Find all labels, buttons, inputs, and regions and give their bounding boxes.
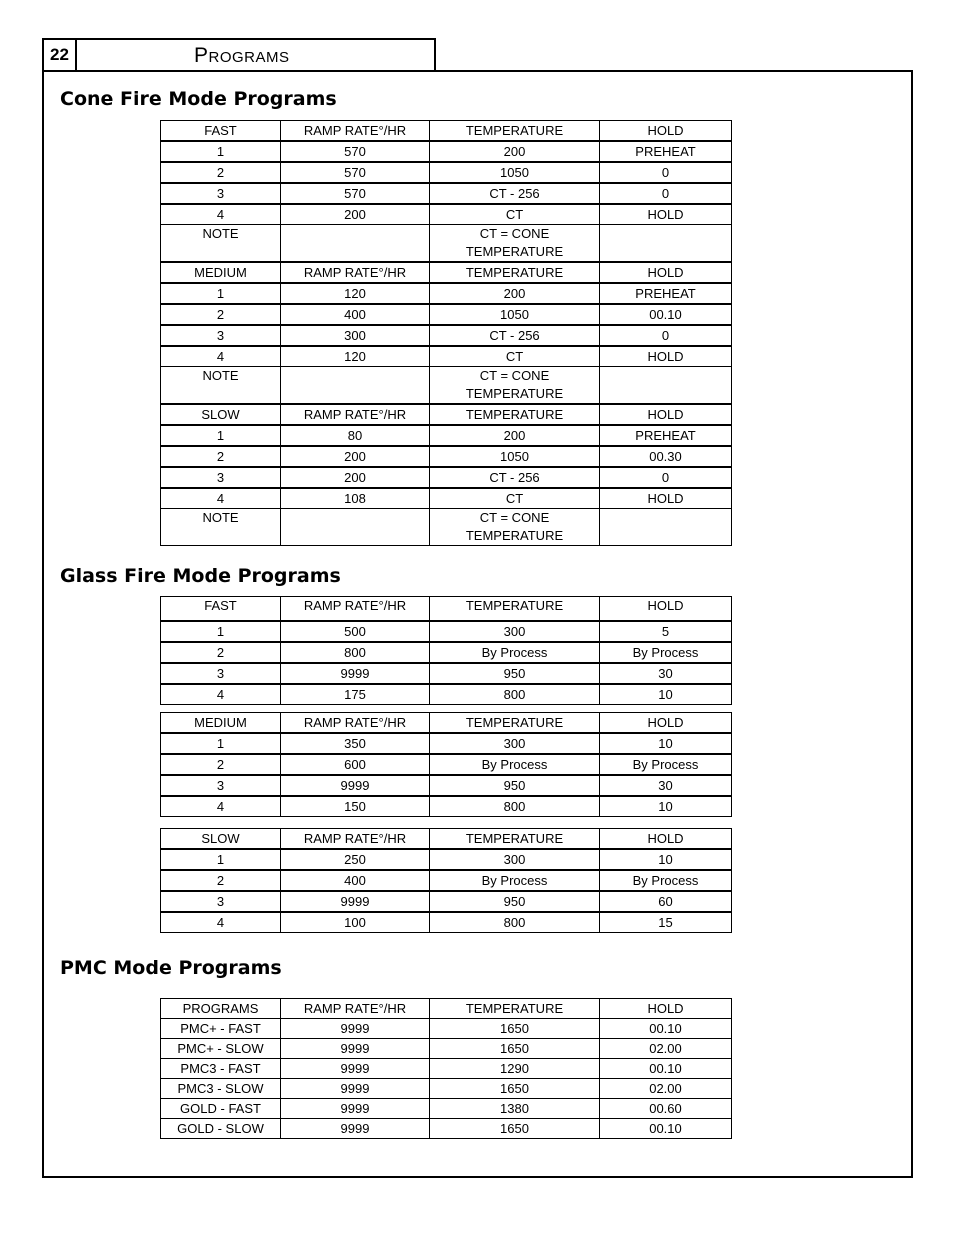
table-cell: 9999 (281, 1079, 430, 1099)
table-cell: RAMP RATE°/HR (281, 999, 430, 1019)
cone-slow-table (160, 404, 732, 546)
table-row (161, 1039, 732, 1059)
table-cell: 30 (600, 663, 732, 684)
cone-fast-table (160, 120, 732, 262)
table-cell: 3 (161, 891, 281, 912)
table-cell: 200 (430, 425, 600, 446)
section-title-pmc: PMC Mode Programs (60, 957, 282, 979)
table-cell: PREHEAT (600, 425, 732, 446)
table-row (161, 467, 732, 488)
table-cell: 1 (161, 849, 281, 870)
table-cell: 3 (161, 183, 281, 204)
table-cell: 400 (281, 870, 430, 891)
table-cell: 300 (430, 621, 600, 642)
table-row (161, 621, 732, 642)
table-cell: 9999 (281, 1119, 430, 1139)
table-cell: 3 (161, 663, 281, 684)
table-cell: 00.10 (600, 1019, 732, 1039)
table-row (161, 642, 732, 663)
table-cell: 0 (600, 325, 732, 346)
table-row (161, 446, 732, 467)
table-cell: 600 (281, 754, 430, 775)
table-cell: PROGRAMS (161, 999, 281, 1019)
table-cell: 950 (430, 891, 600, 912)
table-cell: 9999 (281, 1019, 430, 1039)
table-cell: 5 (600, 621, 732, 642)
table-cell: 1050 (430, 446, 600, 467)
section-title-cone: Cone Fire Mode Programs (60, 88, 337, 110)
table-cell: HOLD (600, 121, 732, 142)
table-cell: SLOW (161, 829, 281, 850)
table-row (161, 1099, 732, 1119)
table-cell: 1650 (430, 1019, 600, 1039)
table-header-row (161, 999, 732, 1019)
table-cell: 570 (281, 141, 430, 162)
table-cell: 570 (281, 183, 430, 204)
table-cell: 3 (161, 467, 281, 488)
table-cell: RAMP RATE°/HR (281, 121, 430, 142)
table-cell: HOLD (600, 204, 732, 225)
table-row (161, 141, 732, 162)
table-cell: 1050 (430, 304, 600, 325)
table-row (161, 488, 732, 509)
table-cell: 02.00 (600, 1039, 732, 1059)
table-row (161, 1119, 732, 1139)
table-cell: SLOW (161, 405, 281, 426)
table-cell: HOLD (600, 346, 732, 367)
table-cell: MEDIUM (161, 263, 281, 284)
table-cell: 950 (430, 775, 600, 796)
table-cell: NOTE (161, 509, 281, 546)
table-row (161, 204, 732, 225)
table-row (161, 367, 732, 404)
table-cell: CT - 256 (430, 325, 600, 346)
table-cell: 02.00 (600, 1079, 732, 1099)
table-cell: 00.10 (600, 1059, 732, 1079)
table-cell (600, 367, 732, 404)
table-cell: PREHEAT (600, 283, 732, 304)
table-cell (281, 509, 430, 546)
table-cell: TEMPERATURE (430, 121, 600, 142)
table-row (161, 733, 732, 754)
table-cell: CT = CONE TEMPERATURE (430, 509, 600, 546)
table-row (161, 775, 732, 796)
table-cell (281, 367, 430, 404)
table-row (161, 162, 732, 183)
table-cell: CT - 256 (430, 183, 600, 204)
table-cell: GOLD - FAST (161, 1099, 281, 1119)
table-cell: 2 (161, 870, 281, 891)
table-cell: 00.10 (600, 304, 732, 325)
table-cell: FAST (161, 121, 281, 142)
table-cell: 10 (600, 684, 732, 705)
table-cell: HOLD (600, 597, 732, 622)
table-cell: CT (430, 488, 600, 509)
table-cell: 800 (281, 642, 430, 663)
table-cell: TEMPERATURE (430, 263, 600, 284)
table-cell: RAMP RATE°/HR (281, 597, 430, 622)
table-row (161, 849, 732, 870)
table-cell: 200 (281, 446, 430, 467)
table-cell: NOTE (161, 225, 281, 262)
table-cell: NOTE (161, 367, 281, 404)
table-cell: PMC3 - SLOW (161, 1079, 281, 1099)
table-cell: By Process (600, 754, 732, 775)
table-row (161, 870, 732, 891)
table-cell: 1 (161, 141, 281, 162)
table-cell: RAMP RATE°/HR (281, 829, 430, 850)
table-cell: 00.30 (600, 446, 732, 467)
table-cell: 0 (600, 162, 732, 183)
table-cell: 3 (161, 775, 281, 796)
table-cell (600, 509, 732, 546)
table-cell: 2 (161, 642, 281, 663)
table-cell: By Process (600, 642, 732, 663)
table-cell: By Process (600, 870, 732, 891)
table-cell: 15 (600, 912, 732, 933)
table-cell: 4 (161, 912, 281, 933)
table-row (161, 684, 732, 705)
table-cell: 200 (281, 467, 430, 488)
table-cell: 2 (161, 304, 281, 325)
table-cell: TEMPERATURE (430, 597, 600, 622)
table-header-row (161, 121, 732, 142)
table-cell: TEMPERATURE (430, 829, 600, 850)
table-cell: 4 (161, 684, 281, 705)
table-cell: 2 (161, 162, 281, 183)
table-row (161, 1019, 732, 1039)
page-title: Programs (194, 44, 290, 67)
glass-slow-table (160, 828, 732, 933)
table-cell: 100 (281, 912, 430, 933)
table-cell: PMC+ - FAST (161, 1019, 281, 1039)
table-header-row (161, 405, 732, 426)
table-row (161, 225, 732, 262)
table-cell: RAMP RATE°/HR (281, 405, 430, 426)
table-row (161, 425, 732, 446)
table-row (161, 912, 732, 933)
table-cell: By Process (430, 642, 600, 663)
table-cell: HOLD (600, 263, 732, 284)
table-cell: By Process (430, 870, 600, 891)
table-cell: CT (430, 204, 600, 225)
table-cell: 250 (281, 849, 430, 870)
table-cell: 1380 (430, 1099, 600, 1119)
table-row (161, 346, 732, 367)
table-cell: TEMPERATURE (430, 405, 600, 426)
table-cell: 400 (281, 304, 430, 325)
table-cell: 9999 (281, 663, 430, 684)
table-cell: 10 (600, 733, 732, 754)
table-cell: GOLD - SLOW (161, 1119, 281, 1139)
table-row (161, 754, 732, 775)
table-cell: 00.60 (600, 1099, 732, 1119)
table-cell: 30 (600, 775, 732, 796)
table-row (161, 891, 732, 912)
table-cell: 300 (281, 325, 430, 346)
table-cell: 300 (430, 849, 600, 870)
table-cell: 2 (161, 754, 281, 775)
table-cell: 300 (430, 733, 600, 754)
table-cell: TEMPERATURE (430, 713, 600, 734)
pmc-table (160, 998, 732, 1139)
table-cell: 4 (161, 488, 281, 509)
table-cell: 0 (600, 183, 732, 204)
table-cell: 9999 (281, 891, 430, 912)
table-row (161, 304, 732, 325)
table-cell: 1650 (430, 1119, 600, 1139)
table-row (161, 663, 732, 684)
table-cell: 10 (600, 849, 732, 870)
table-cell (281, 225, 430, 262)
table-cell: HOLD (600, 999, 732, 1019)
table-cell: 350 (281, 733, 430, 754)
table-cell: 1290 (430, 1059, 600, 1079)
table-cell (600, 225, 732, 262)
table-cell: 9999 (281, 1039, 430, 1059)
table-row (161, 183, 732, 204)
table-cell: 1 (161, 733, 281, 754)
table-cell: PREHEAT (600, 141, 732, 162)
table-header-row (161, 713, 732, 734)
table-cell: 1650 (430, 1039, 600, 1059)
table-cell: CT - 256 (430, 467, 600, 488)
page-header (42, 38, 436, 72)
table-cell: PMC+ - SLOW (161, 1039, 281, 1059)
glass-medium-table (160, 712, 732, 817)
table-row (161, 283, 732, 304)
table-cell: 4 (161, 796, 281, 817)
table-cell: 2 (161, 446, 281, 467)
table-cell: PMC3 - FAST (161, 1059, 281, 1079)
table-cell: 4 (161, 346, 281, 367)
table-cell: CT = CONE TEMPERATURE (430, 225, 600, 262)
table-cell: 500 (281, 621, 430, 642)
table-header-row (161, 829, 732, 850)
table-cell: RAMP RATE°/HR (281, 263, 430, 284)
table-cell: CT (430, 346, 600, 367)
table-cell: HOLD (600, 405, 732, 426)
table-cell: By Process (430, 754, 600, 775)
table-cell: 120 (281, 346, 430, 367)
table-cell: 10 (600, 796, 732, 817)
table-header-row (161, 263, 732, 284)
table-cell: 60 (600, 891, 732, 912)
table-cell: CT = CONE TEMPERATURE (430, 367, 600, 404)
table-cell: 950 (430, 663, 600, 684)
table-cell: 9999 (281, 1059, 430, 1079)
table-cell: 200 (281, 204, 430, 225)
table-cell: 800 (430, 912, 600, 933)
table-cell: 200 (430, 141, 600, 162)
table-cell: 800 (430, 684, 600, 705)
table-cell: 3 (161, 325, 281, 346)
section-title-glass: Glass Fire Mode Programs (60, 565, 341, 587)
table-cell: HOLD (600, 829, 732, 850)
table-cell: MEDIUM (161, 713, 281, 734)
table-header-row (161, 597, 732, 622)
table-cell: 150 (281, 796, 430, 817)
table-cell: 4 (161, 204, 281, 225)
table-cell: 1650 (430, 1079, 600, 1099)
table-cell: 00.10 (600, 1119, 732, 1139)
glass-fast-table (160, 596, 732, 705)
table-cell: HOLD (600, 713, 732, 734)
table-cell: 80 (281, 425, 430, 446)
cone-medium-table (160, 262, 732, 404)
table-row (161, 1059, 732, 1079)
table-cell: 120 (281, 283, 430, 304)
table-row (161, 796, 732, 817)
table-row (161, 1079, 732, 1099)
table-cell: FAST (161, 597, 281, 622)
table-cell: 9999 (281, 775, 430, 796)
table-cell: 1 (161, 425, 281, 446)
table-row (161, 325, 732, 346)
table-cell: 9999 (281, 1099, 430, 1119)
table-cell: RAMP RATE°/HR (281, 713, 430, 734)
page-number: 22 (44, 40, 77, 70)
table-cell: 1 (161, 283, 281, 304)
table-cell: 0 (600, 467, 732, 488)
table-cell: TEMPERATURE (430, 999, 600, 1019)
table-cell: 800 (430, 796, 600, 817)
table-cell: 108 (281, 488, 430, 509)
table-row (161, 509, 732, 546)
table-cell: 1 (161, 621, 281, 642)
table-cell: 175 (281, 684, 430, 705)
table-cell: 1050 (430, 162, 600, 183)
table-cell: HOLD (600, 488, 732, 509)
table-cell: 570 (281, 162, 430, 183)
table-cell: 200 (430, 283, 600, 304)
